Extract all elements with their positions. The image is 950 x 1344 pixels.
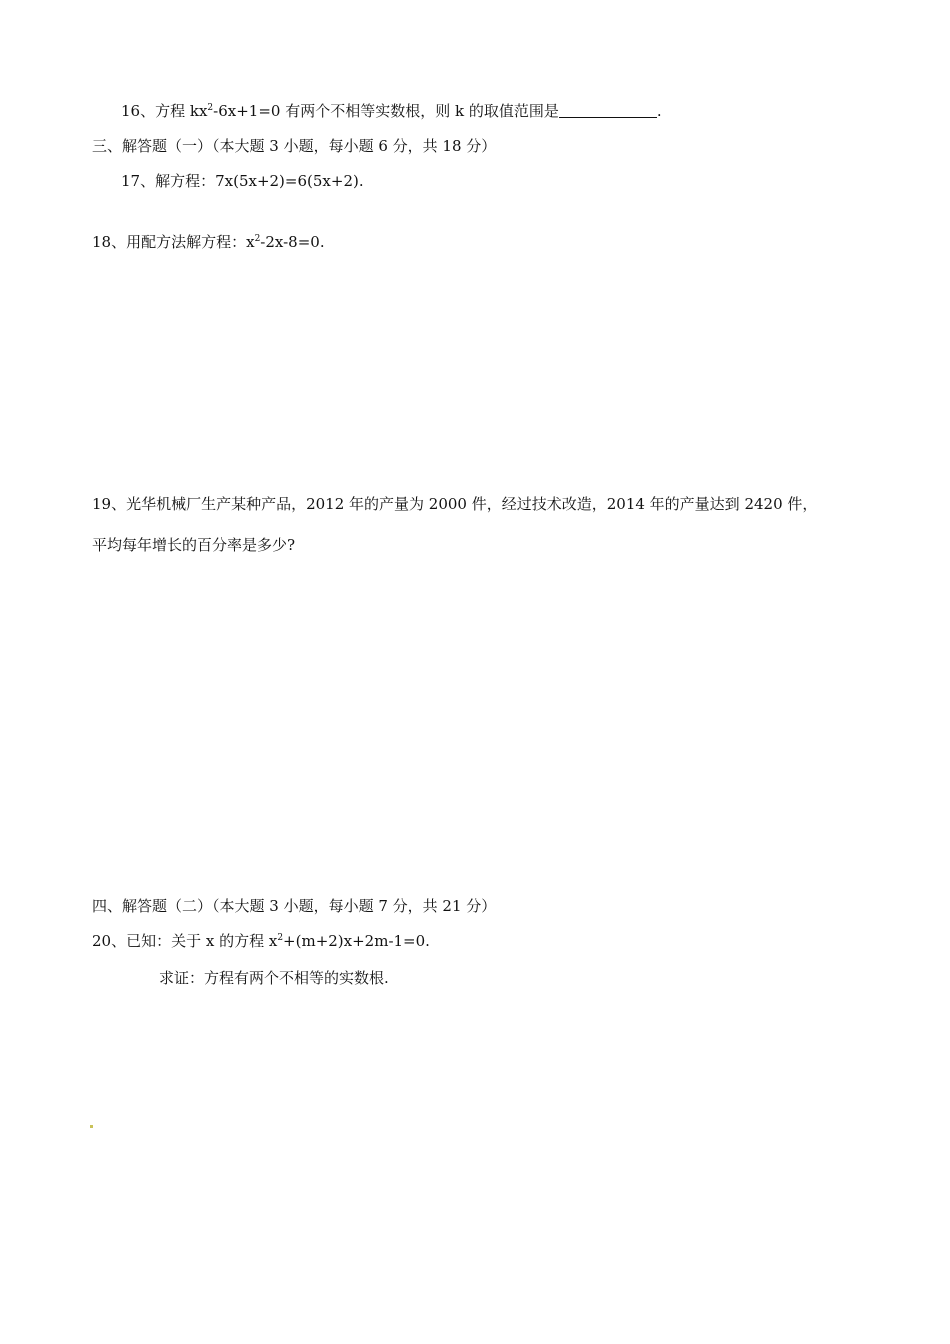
question-18-suffix: -2x-8=0. bbox=[260, 233, 325, 251]
question-17: 17、解方程：7x(5x+2)=6(5x+2). bbox=[121, 172, 364, 190]
answer-blank[interactable] bbox=[559, 103, 657, 118]
question-18 bbox=[92, 232, 325, 252]
question-16-prefix: 16、方程 kx bbox=[121, 102, 208, 120]
question-19-line-2: 平均每年增长的百分率是多少? bbox=[92, 536, 296, 554]
question-16-end: . bbox=[656, 102, 662, 120]
question-16-exponent: 2 bbox=[207, 103, 214, 113]
question-20 bbox=[92, 931, 430, 951]
question-18-exponent: 2 bbox=[254, 234, 261, 244]
question-20-prefix: 20、已知：关于 x 的方程 x bbox=[92, 932, 278, 950]
speck-mark bbox=[90, 1125, 93, 1128]
section-4-heading: 四、解答题（二）（本大题 3 小题，每小题 7 分，共 21 分） bbox=[92, 897, 497, 915]
question-16 bbox=[121, 101, 662, 121]
question-20-suffix: +(m+2)x+2m-1=0. bbox=[283, 932, 430, 950]
question-18-prefix: 18、用配方法解方程：x bbox=[92, 233, 255, 251]
question-19-line-1: 19、光华机械厂生产某种产品，2012 年的产量为 2000 件，经过技术改造，2014 年的产量达到 2420 件， bbox=[92, 495, 818, 513]
question-20-proof: 求证：方程有两个不相等的实数根. bbox=[159, 969, 389, 987]
question-20-exponent: 2 bbox=[277, 933, 284, 943]
section-3-heading: 三、解答题（一）（本大题 3 小题，每小题 6 分，共 18 分） bbox=[92, 137, 497, 155]
question-16-suffix: -6x+1=0 有两个不相等实数根，则 k 的取值范围是 bbox=[213, 102, 559, 120]
